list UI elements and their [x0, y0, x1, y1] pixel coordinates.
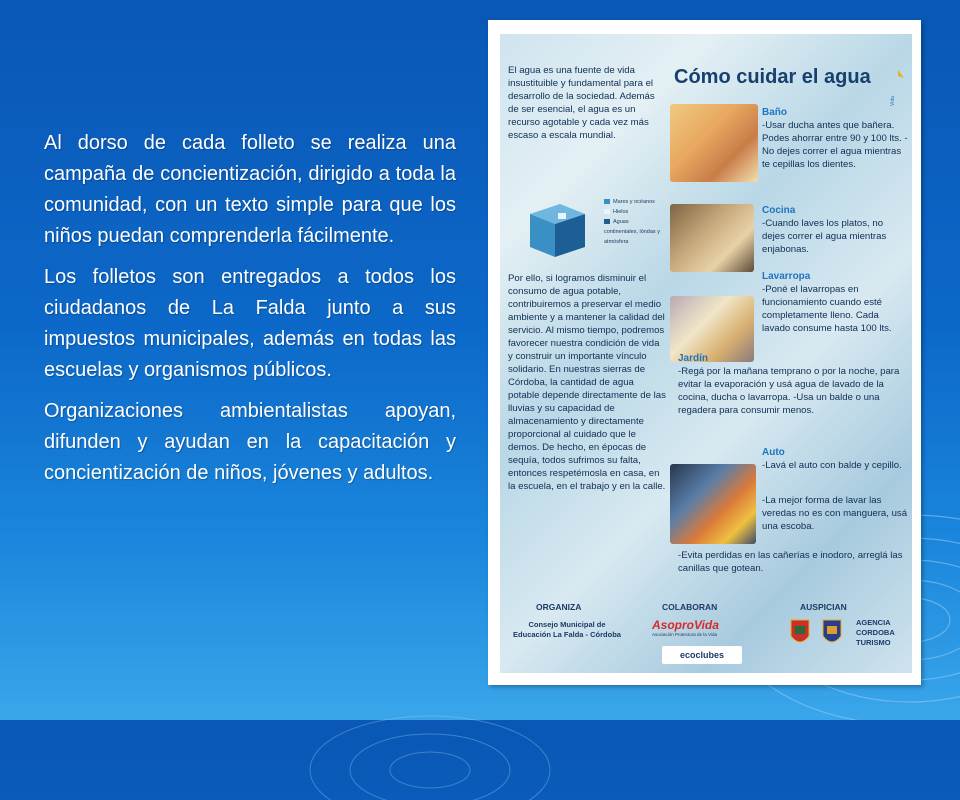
- organiza-text: Consejo Municipal de Educación La Falda - Córdoba: [513, 620, 621, 639]
- section-text: -Regá por la mañana temprano o por la noche, para evitar la evaporación y usá agua de lavado de la cocina, ducha o lavarropa. -Usa un balde o una regadera para consumir menos.: [678, 366, 900, 416]
- section-text: -Cuando laves los platos, no dejes correr el agua mientras enjabonas.: [762, 218, 887, 255]
- paragraph-3: Organizaciones ambientalistas apoyan, difunden y ayudan en la capacitación y concientización de niños, jóvenes y adultos.: [44, 400, 456, 484]
- section-auto: [762, 446, 908, 472]
- section-text: -La mejor forma de lavar las veredas no es con manguera, usá una escoba.: [762, 495, 908, 532]
- car-wash-photo: [670, 464, 756, 544]
- legend-item: Aguas continentales, lóndas y atmósfera: [604, 219, 660, 245]
- cube-legend: [604, 197, 664, 247]
- cordoba-crest-icon: [822, 618, 842, 648]
- svg-text:Vida: Vida: [890, 96, 896, 106]
- section-heading: Cocina: [762, 205, 796, 216]
- section-heading: Lavarropa: [762, 271, 811, 282]
- asoprovida-name: AsoproVida: [652, 618, 719, 632]
- water-drop-logo-icon: [890, 68, 906, 108]
- kitchen-photo: [670, 204, 754, 272]
- auspician-label: AUSPICIAN: [800, 602, 847, 612]
- section-heading: Jardín: [678, 353, 709, 364]
- water-cube-icon: [520, 199, 590, 259]
- section-veredas: [762, 494, 908, 533]
- asoprovida-sub: Asociación Protectora de la Vida: [652, 632, 717, 637]
- la-falda-crest-icon: [790, 618, 810, 648]
- brochure-intro: El agua es una fuente de vida insustituible y fundamental para el desarrollo de la sociedad. Además de ser esencial, el agua es un recurso agotable y cada vez más escaso a escala mundial.: [508, 65, 655, 141]
- section-bano: [762, 106, 908, 171]
- section-lavarropa: [762, 270, 908, 335]
- brochure-body: Por ello, si logramos disminuir el consumo de agua potable, contribuiremos a preservar el medio ambiente y a mantener la calidad del servicio. Al mismo tiempo, podremos favorecer nuestra condición de vida y construir un importante vínculo solidario. En nuestras sierras de Córdoba, la cantidad de agua potable depende directamente de las lluvias y su capacidad de almacenamiento y directamente proporcional al cuidado que le demos. De hecho, en épocas de sequía, todos sufrimos su falta, entonces respetémosla en casa, en la escuela, en el trabajo y en la calle.: [508, 273, 666, 492]
- children-photo: [670, 104, 758, 182]
- colaboran-label: COLABORAN: [662, 602, 718, 612]
- section-perdidas: [678, 549, 908, 575]
- ecoclubes-logo: ecoclubes: [662, 646, 742, 664]
- slide-text-block: [44, 128, 456, 499]
- brochure-image-frame: [488, 20, 921, 685]
- legend-item: Hielos: [613, 209, 629, 215]
- section-text: -Usar ducha antes que bañera. Podes ahorrar entre 90 y 100 lts. -No dejes correr el agua mientras te cepillas los dientes.: [762, 120, 908, 170]
- section-heading: Auto: [762, 447, 785, 458]
- section-text: -Lavá el auto con balde y cepillo.: [762, 460, 902, 471]
- section-heading: Baño: [762, 107, 787, 118]
- brochure: [500, 34, 912, 673]
- organiza-label: ORGANIZA: [536, 602, 582, 612]
- paragraph-2: Los folletos son entregados a todos los ciudadanos de La Falda junto a sus impuestos municipales, además en todas las escuelas y organismos públicos.: [44, 266, 456, 381]
- brochure-title: Cómo cuidar el agua: [674, 66, 871, 88]
- section-text: -Evita perdidas en las cañerías e inodoro, arreglá las canillas que gotean.: [678, 550, 903, 574]
- asoprovida-logo: [652, 618, 740, 636]
- section-jardin: [678, 352, 908, 417]
- agencia-cordoba-turismo: AGENCIA CORDOBA TURISMO: [856, 618, 895, 647]
- section-cocina: [762, 204, 908, 256]
- brochure-footer: [500, 596, 912, 673]
- legend-item: Mares y océanos: [613, 199, 655, 205]
- paragraph-1: Al dorso de cada folleto se realiza una campaña de concientización, dirigido a toda la comunidad, con un texto simple para que los niños puedan comprenderla fácilmente.: [44, 132, 456, 247]
- section-text: -Poné el lavarropas en funcionamiento cuando esté completamente lleno. Cada lavado consume hasta 100 lts.: [762, 284, 892, 334]
